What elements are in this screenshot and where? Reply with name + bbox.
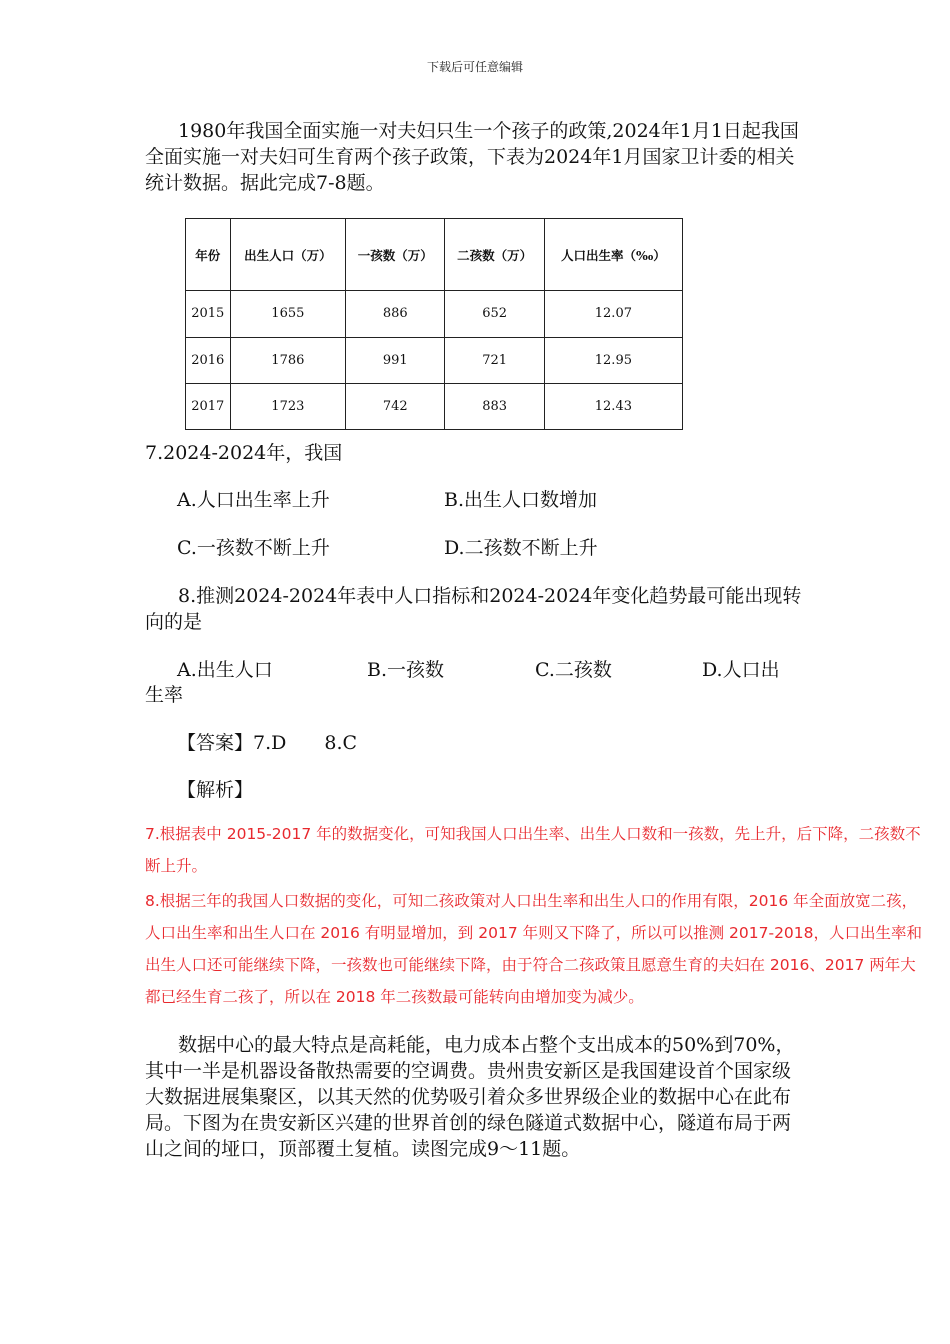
q8-option-d-wrap: 生率 <box>145 684 184 706</box>
analysis-label: 【解析】 <box>177 779 254 801</box>
col-birth-rate: 人口出生率（‰） <box>544 219 682 291</box>
table-header-row <box>186 219 683 291</box>
cell: 886 <box>346 291 445 337</box>
col-births: 出生人口（万） <box>230 219 346 291</box>
q7-option-b: B.出生人口数增加 <box>444 489 598 511</box>
cell: 721 <box>445 337 544 383</box>
cell: 991 <box>346 337 445 383</box>
analysis-q7: 7.根据表中 2015-2017 年的数据变化，可知我国人口出生率、出生人口数和一孩数，先上升，后下降，二孩数不断上升。 <box>145 825 921 875</box>
cell: 12.43 <box>544 383 682 429</box>
cell: 1786 <box>230 337 346 383</box>
col-year: 年份 <box>186 219 231 291</box>
analysis-q8: 8.根据三年的我国人口数据的变化，可知二孩政策对人口出生率和出生人口的作用有限，2016 年全面放宽二孩，人口出生率和出生人口在 2016 有明显增加，到 2017 年则又下降了，所以可以推测 2017-2018，人口出生率和出生人口还可能继续下降，一孩数也可能继续下降，由于符合二孩政策且愿意生育的夫妇在 2016、2017 两年大都已经生育二孩了，所以在 2018 年二孩数最可能转向由增加变为减少。 <box>145 892 923 1006</box>
population-table <box>185 218 683 430</box>
intro-paragraph: 1980年我国全面实施一对夫妇只生一个孩子的政策,2024年1月1日起我国全面实施一对夫妇可生育两个孩子政策，下表为2024年1月国家卫计委的相关统计数据。据此完成7-8题。 <box>145 120 799 194</box>
answer-line: 【答案】7.D 8.C <box>177 732 358 754</box>
col-second-child: 二孩数（万） <box>445 219 544 291</box>
passage-data-center: 数据中心的最大特点是高耗能，电力成本占整个支出成本的50%到70%，其中一半是机器设备散热需要的空调费。贵州贵安新区是我国建设首个国家级大数据进展集聚区，以其天然的优势吸引着众多世界级企业的数据中心在此布局。下图为在贵安新区兴建的世界首创的绿色隧道式数据中心，隧道布局于两山之间的垭口，顶部覆土复植。读图完成9～11题。 <box>145 1034 795 1160</box>
cell: 742 <box>346 383 445 429</box>
q7-option-d: D.二孩数不断上升 <box>444 537 598 559</box>
table-row <box>186 383 683 429</box>
cell: 1655 <box>230 291 346 337</box>
q8-option-c: C.二孩数 <box>535 659 612 681</box>
q8-option-d: D.人口出 <box>702 659 780 681</box>
cell: 2017 <box>186 383 231 429</box>
q7-stem: 7.2024-2024年，我国 <box>145 442 343 464</box>
cell: 652 <box>445 291 544 337</box>
col-first-child: 一孩数（万） <box>346 219 445 291</box>
cell: 2016 <box>186 337 231 383</box>
q7-option-a: A.人口出生率上升 <box>177 489 330 511</box>
cell: 12.95 <box>544 337 682 383</box>
cell: 1723 <box>230 383 346 429</box>
q8-stem: 8.推测2024-2024年表中人口指标和2024-2024年变化趋势最可能出现转向的是 <box>145 585 802 633</box>
q7-option-c: C.一孩数不断上升 <box>177 537 330 559</box>
q8-option-b: B.一孩数 <box>367 659 445 681</box>
cell: 883 <box>445 383 544 429</box>
table-row <box>186 291 683 337</box>
table-row <box>186 337 683 383</box>
q8-option-a: A.出生人口 <box>177 659 273 681</box>
page-header: 下载后可任意编辑 <box>426 60 523 74</box>
cell: 2015 <box>186 291 231 337</box>
cell: 12.07 <box>544 291 682 337</box>
